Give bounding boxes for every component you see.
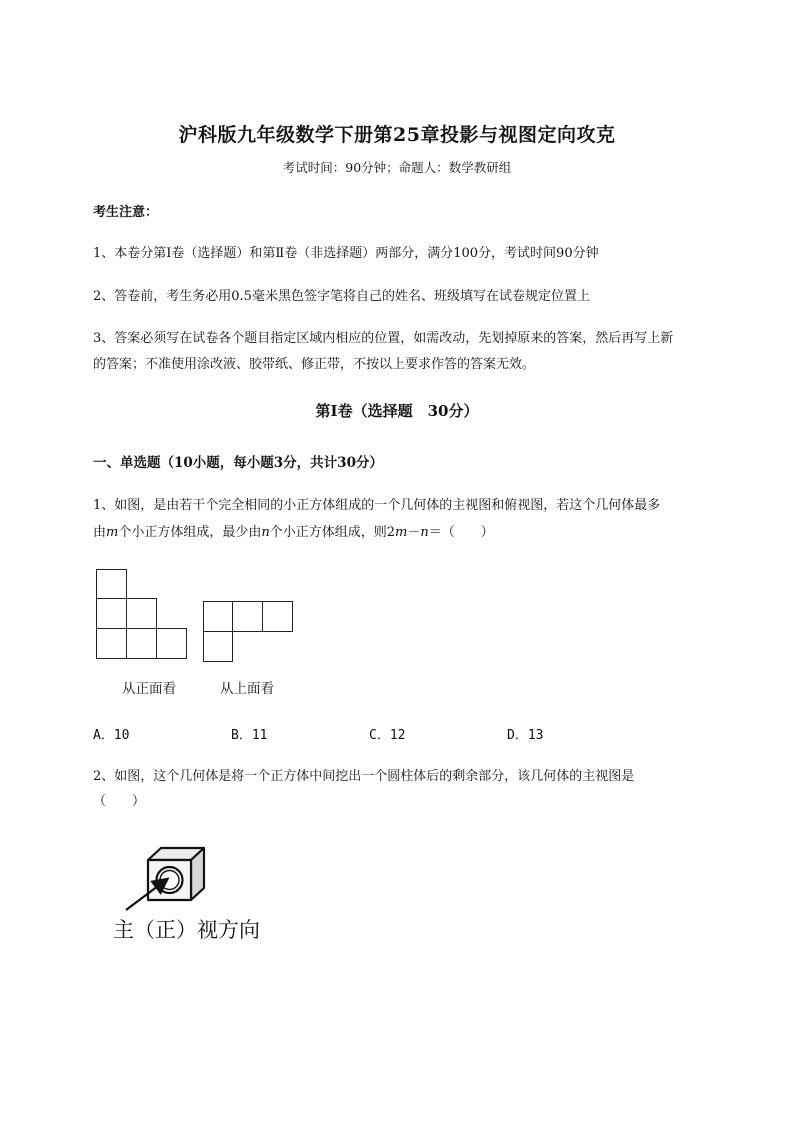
front-view-figure <box>96 569 189 660</box>
cube-with-hole-figure <box>108 842 212 922</box>
notice-item-2: 2、答卷前，考生务必用0.5毫米黑色签字笔将自己的姓名、班级填写在试卷规定位置上 <box>93 289 590 304</box>
notice-heading: 考生注意： <box>93 205 159 220</box>
q1-text-d: － <box>407 525 421 540</box>
q1-stem-line1: 1、如图，是由若干个完全相同的小正方体组成的一个几何体的主视图和俯视图，若这个几何体最多 <box>93 498 661 513</box>
q2-stem-line1: 2、如图，这个几何体是将一个正方体中间挖出一个圆柱体后的剩余部分，该几何体的主视图是 <box>93 769 635 784</box>
q1-var-m-2: m <box>395 525 408 540</box>
q1-option-a: A．10 <box>93 728 130 743</box>
q1-text-a: 由 <box>93 525 107 540</box>
q1-text-e: ＝（ ） <box>428 525 494 540</box>
top-view-figure <box>203 601 294 663</box>
notice-item-3: 3、答案必须写在试卷各个题目指定区域内相应的位置，如需改动，先划掉原来的答案，然后再写上新 <box>93 331 674 346</box>
q1-text-c: 个小正方体组成，则2 <box>269 525 396 540</box>
exam-info: 考试时间：90分钟；命题人：数学教研组 <box>282 160 512 175</box>
q1-option-c: C．12 <box>369 728 406 743</box>
q2-stem-line2: （ ） <box>93 794 146 809</box>
q1-stem-line2 <box>93 521 494 540</box>
q1-var-n: n <box>261 525 270 540</box>
notice-item-3-cont: 的答案；不准使用涂改液、胶带纸、修正带，不按以上要求作答的答案无效。 <box>93 357 536 372</box>
page-title: 沪科版九年级数学下册第25章投影与视图定向攻克 <box>178 124 616 146</box>
q1-var-n-2: n <box>420 525 429 540</box>
q1-option-b: B．11 <box>231 728 268 743</box>
section-title: 第Ⅰ卷（选择题 30分） <box>315 402 479 420</box>
caption-top-view: 从上面看 <box>220 681 274 697</box>
caption-front-view: 从正面看 <box>122 681 176 697</box>
q1-option-d: D．13 <box>507 728 544 743</box>
q1-var-m: m <box>106 525 119 540</box>
notice-item-1: 1、本卷分第Ⅰ卷（选择题）和第Ⅱ卷（非选择题）两部分，满分100分，考试时间90分钟 <box>93 246 599 261</box>
part-heading: 一、单选题（10小题，每小题3分，共计30分） <box>93 455 383 471</box>
caption-view-direction: 主（正）视方向 <box>113 918 260 942</box>
q1-text-b: 个小正方体组成，最少由 <box>118 525 262 540</box>
